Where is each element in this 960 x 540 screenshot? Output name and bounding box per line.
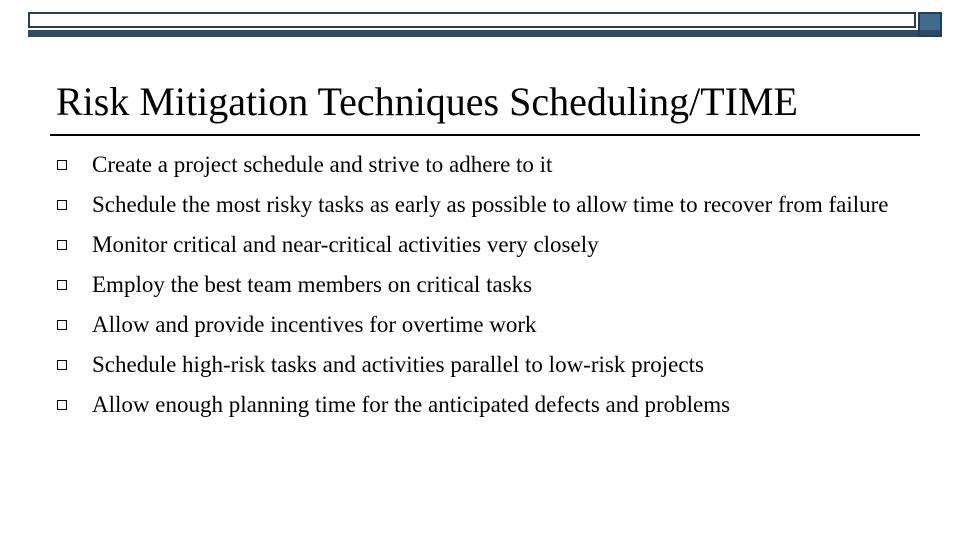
list-item	[56, 228, 916, 262]
hollow-square-icon	[56, 348, 92, 382]
list-item	[56, 268, 916, 302]
header-corner-square-outline	[918, 12, 942, 37]
hollow-square-icon	[56, 388, 92, 422]
bullet-text: Schedule the most risky tasks as early as possible to allow time to recover from failure	[92, 192, 889, 217]
hollow-square-icon	[56, 308, 92, 342]
bullet-text: Allow and provide incentives for overtime work	[92, 312, 537, 337]
hollow-square-icon	[56, 188, 92, 222]
title-divider	[50, 134, 920, 136]
header-band-outline	[28, 12, 916, 28]
hollow-square-icon	[56, 148, 92, 182]
list-item	[56, 308, 916, 342]
hollow-square-icon	[56, 268, 92, 302]
bullet-text: Schedule high-risk tasks and activities parallel to low-risk projects	[92, 352, 704, 377]
slide-title: Risk Mitigation Techniques Scheduling/TIME	[56, 79, 798, 124]
list-item	[56, 388, 916, 422]
bullet-text: Monitor critical and near-critical activities very closely	[92, 232, 599, 257]
list-item	[56, 148, 916, 182]
hollow-square-icon	[56, 228, 92, 262]
list-item	[56, 188, 916, 222]
bullet-text: Allow enough planning time for the anticipated defects and problems	[92, 392, 731, 417]
bullet-text: Create a project schedule and strive to adhere to it	[92, 152, 553, 177]
bullet-text: Employ the best team members on critical tasks	[92, 272, 533, 297]
list-item	[56, 348, 916, 382]
bullet-list	[56, 148, 916, 428]
header-band-line	[28, 30, 942, 37]
